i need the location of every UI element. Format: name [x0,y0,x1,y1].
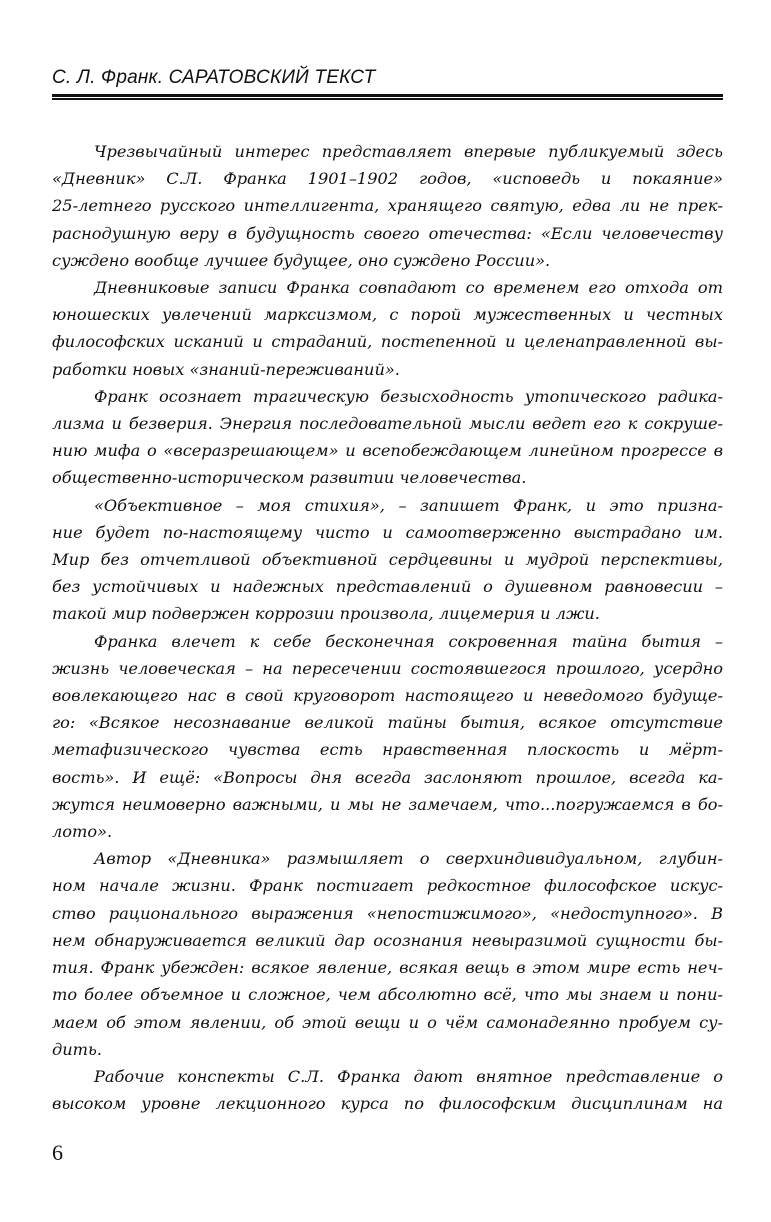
body-text [52,138,723,1117]
text-line: Рабочие конспекты С.Л. Франка дают внятное представление о [94,1066,723,1086]
text-line: жизнь человеческая – на пересечении состоявшегося прошлого, усердно [52,658,723,678]
text-line: жутся неимоверно важными, и мы не замечаем, что...погружаемся в бо- [52,794,723,814]
paragraph [52,845,723,1063]
text-line: Мир без отчетливой объективной сердцевины и мудрой перспективы, [52,550,723,570]
header-rule-thin [52,98,723,100]
paragraph [52,1063,723,1117]
text-line: Чрезвычайный интерес представляет впервые публикуемый здесь [94,142,723,161]
text-line: вовлекающего нас в свой круговорот настоящего и неведомого будуще- [52,686,723,706]
text-line: ние будет по-настоящему чисто и самоотверженно выстрадано им. [52,522,723,542]
text-line: работки новых «знаний-переживаний». [52,359,400,379]
text-line: юношеских увлечений марксизмом, с порой мужественных и честных [52,305,723,325]
text-line: Франк осознает трагическую безысходность утопического радика- [94,386,723,406]
paragraph [52,383,723,492]
paragraph [52,492,723,628]
text-line: лизма и безверия. Энергия последовательной мысли ведет его к сокруше- [52,414,723,434]
text-line: ном начале жизни. Франк постигает редкостное философское искус- [52,876,723,896]
text-line: вость». И ещё: «Вопросы дня всегда заслоняют прошлое, всегда ка- [52,767,723,787]
text-line: без устойчивых и надежных представлений о душевном равновесии – [52,577,723,597]
text-line: нем обнаруживается великий дар осознания невыразимой сущности бы- [52,930,723,950]
text-line: Франка влечет к себе бесконечная сокровенная тайна бытия – [94,631,723,651]
text-line: 25-летнего русского интеллигента, хранящего святую, едва ли не прек- [52,196,723,216]
text-line: Автор «Дневника» размышляет о сверхиндивидуальном, глубин- [94,849,723,869]
paragraph [52,138,723,274]
text-line: раснодушную веру в будущность своего отечества: «Если человечеству [52,223,723,243]
text-line: дить. [52,1039,102,1059]
text-line: нию мифа о «всеразрешающем» и всепобеждающем линейном прогрессе в [52,441,723,461]
paragraph [52,628,723,846]
text-line: ство рационального выражения «непостижимого», «недоступного». В [52,903,723,923]
page-number: 6 [52,1140,63,1165]
text-line: суждено вообще лучшее будущее, оно суждено России». [52,250,551,270]
header-rule-thick [52,94,723,97]
text-line: высоком уровне лекционного курса по философским дисциплинам на [52,1094,723,1114]
text-line: Дневниковые записи Франка совпадают со временем его отхода от [94,278,723,298]
text-line: тия. Франк убежден: всякое явление, всякая вещь в этом мире есть неч- [52,958,723,978]
text-line: общественно-историческом развитии человечества. [52,468,527,488]
text-line: лото». [52,822,113,842]
text-line: го: «Всякое несознавание великой тайны бытия, всякое отсутствие [52,713,723,733]
text-line: то более объемное и сложное, чем абсолютно всё, что мы знаем и пони- [52,985,723,1005]
text-line: метафизического чувства есть нравственная плоскость и мёрт- [52,740,723,760]
text-line: такой мир подвержен коррозии произвола, лицемерия и лжи. [52,604,600,624]
text-line: маем об этом явлении, об этой вещи и о чём самонадеянно пробуем су- [52,1012,723,1032]
running-title: С. Л. Франк. САРАТОВСКИЙ ТЕКСТ [52,67,376,88]
text-line: «Дневник» С.Л. Франка 1901–1902 годов, «исповедь и покаяние» [52,169,723,189]
text-line: философских исканий и страданий, постепенной и целенаправленной вы- [52,332,723,352]
paragraph [52,274,723,383]
running-header [52,66,723,90]
text-line: «Объективное – моя стихия», – запишет Франк, и это призна- [94,495,723,515]
